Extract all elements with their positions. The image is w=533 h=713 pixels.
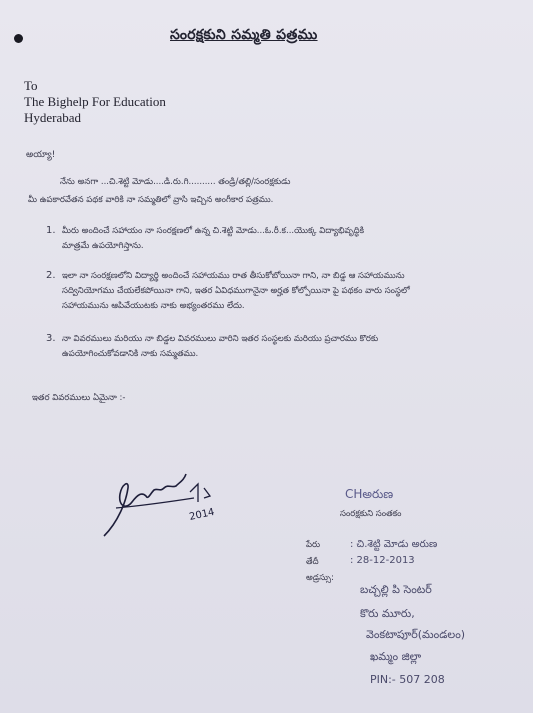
item-3-line-1: నా వివరములు మరియు నా బిడ్డల వివరములు వారిని ఇతర సంస్థలకు మరియు ప్రచారము కొరకు [62,334,379,344]
item-1-line-2: మాత్రమే ఉపయోగిస్తాను. [62,241,144,251]
guardian-sign-label: సంరక్షకుని సంతకం [340,509,402,519]
item-2-line-2: సద్వినియోగము చేయలేకపోయినా గాని, ఇతర ఏవిధముగానైనా అర్హత కోల్పోయినా పై పథకం వారు సంస్థలో [62,286,410,296]
guardian-handwritten-name: CHఅరుణ [345,487,394,501]
item-1-line-1: మీరు అందించే సహాయం నా సంరక్షణలో ఉన్న చి.శెట్టి మోడు...ఓ.రీ.క...యొక్క విద్యాభివృద్ధికి [62,226,365,236]
salutation: అయ్యా! [26,150,56,160]
recipient-to: To [24,78,38,93]
field-name-label: పేరు [306,540,321,550]
other-details-label: ఇతర వివరములు ఏమైనా :- [32,393,126,403]
field-name-value: : చి.శెట్టి మోడు అరుణ [350,539,438,550]
recipient-org: The Bighelp For Education [24,94,166,109]
left-signature-image [98,462,228,544]
recipient-city: Hyderabad [24,110,82,125]
item-3-line-2: ఉపయోగించుకోవడానికి నాకు సమ్మతము. [62,349,199,359]
address-line-1: కొరు మూరు, [360,607,415,620]
address-line-3: ఖమ్మం జిల్లా [370,650,422,663]
address-line-2: వెంకటాపూర్(మండలం) [366,628,466,641]
left-signature-date: 2014 [188,506,216,523]
intro-line-2: మీ ఉపకారవేతన పథక వారికి నా సమ్మతిలో వ్రాసి ఇచ్చిన అంగీకార పత్రము. [28,195,274,205]
document-title: సంరక్షకుని సమ్మతి పత్రము [170,27,318,43]
intro-line-1: నేను అనగా ...చి.శెట్టి మోడు....డి.రు.గి.......... తండ్రి/తల్లి/సంరక్షకుడు [60,177,291,187]
item-2-line-1: ఇలా నా సంరక్షణలోని విద్యార్థి అందించే సహాయము రాత తీసుకోబోయినా గాని, నా బిడ్డ ఆ సహాయమును [62,271,405,281]
item-number-3: 3. [46,333,56,344]
punch-hole [14,34,23,43]
item-number-2: 2. [46,270,56,281]
field-address-label: అడ్రస్సు: [306,573,334,583]
field-address-value: బచ్చల్లి పి సెంటర్ [360,583,432,596]
field-date-label: తేదీ [306,557,319,567]
address-line-4: PIN:- 507 208 [370,673,445,686]
item-2-line-3: సహాయమును ఆపివేయుటకు నాకు అభ్యంతరము లేదు. [62,301,245,311]
field-date-value: : 28-12-2013 [350,555,415,566]
item-number-1: 1. [46,225,56,236]
